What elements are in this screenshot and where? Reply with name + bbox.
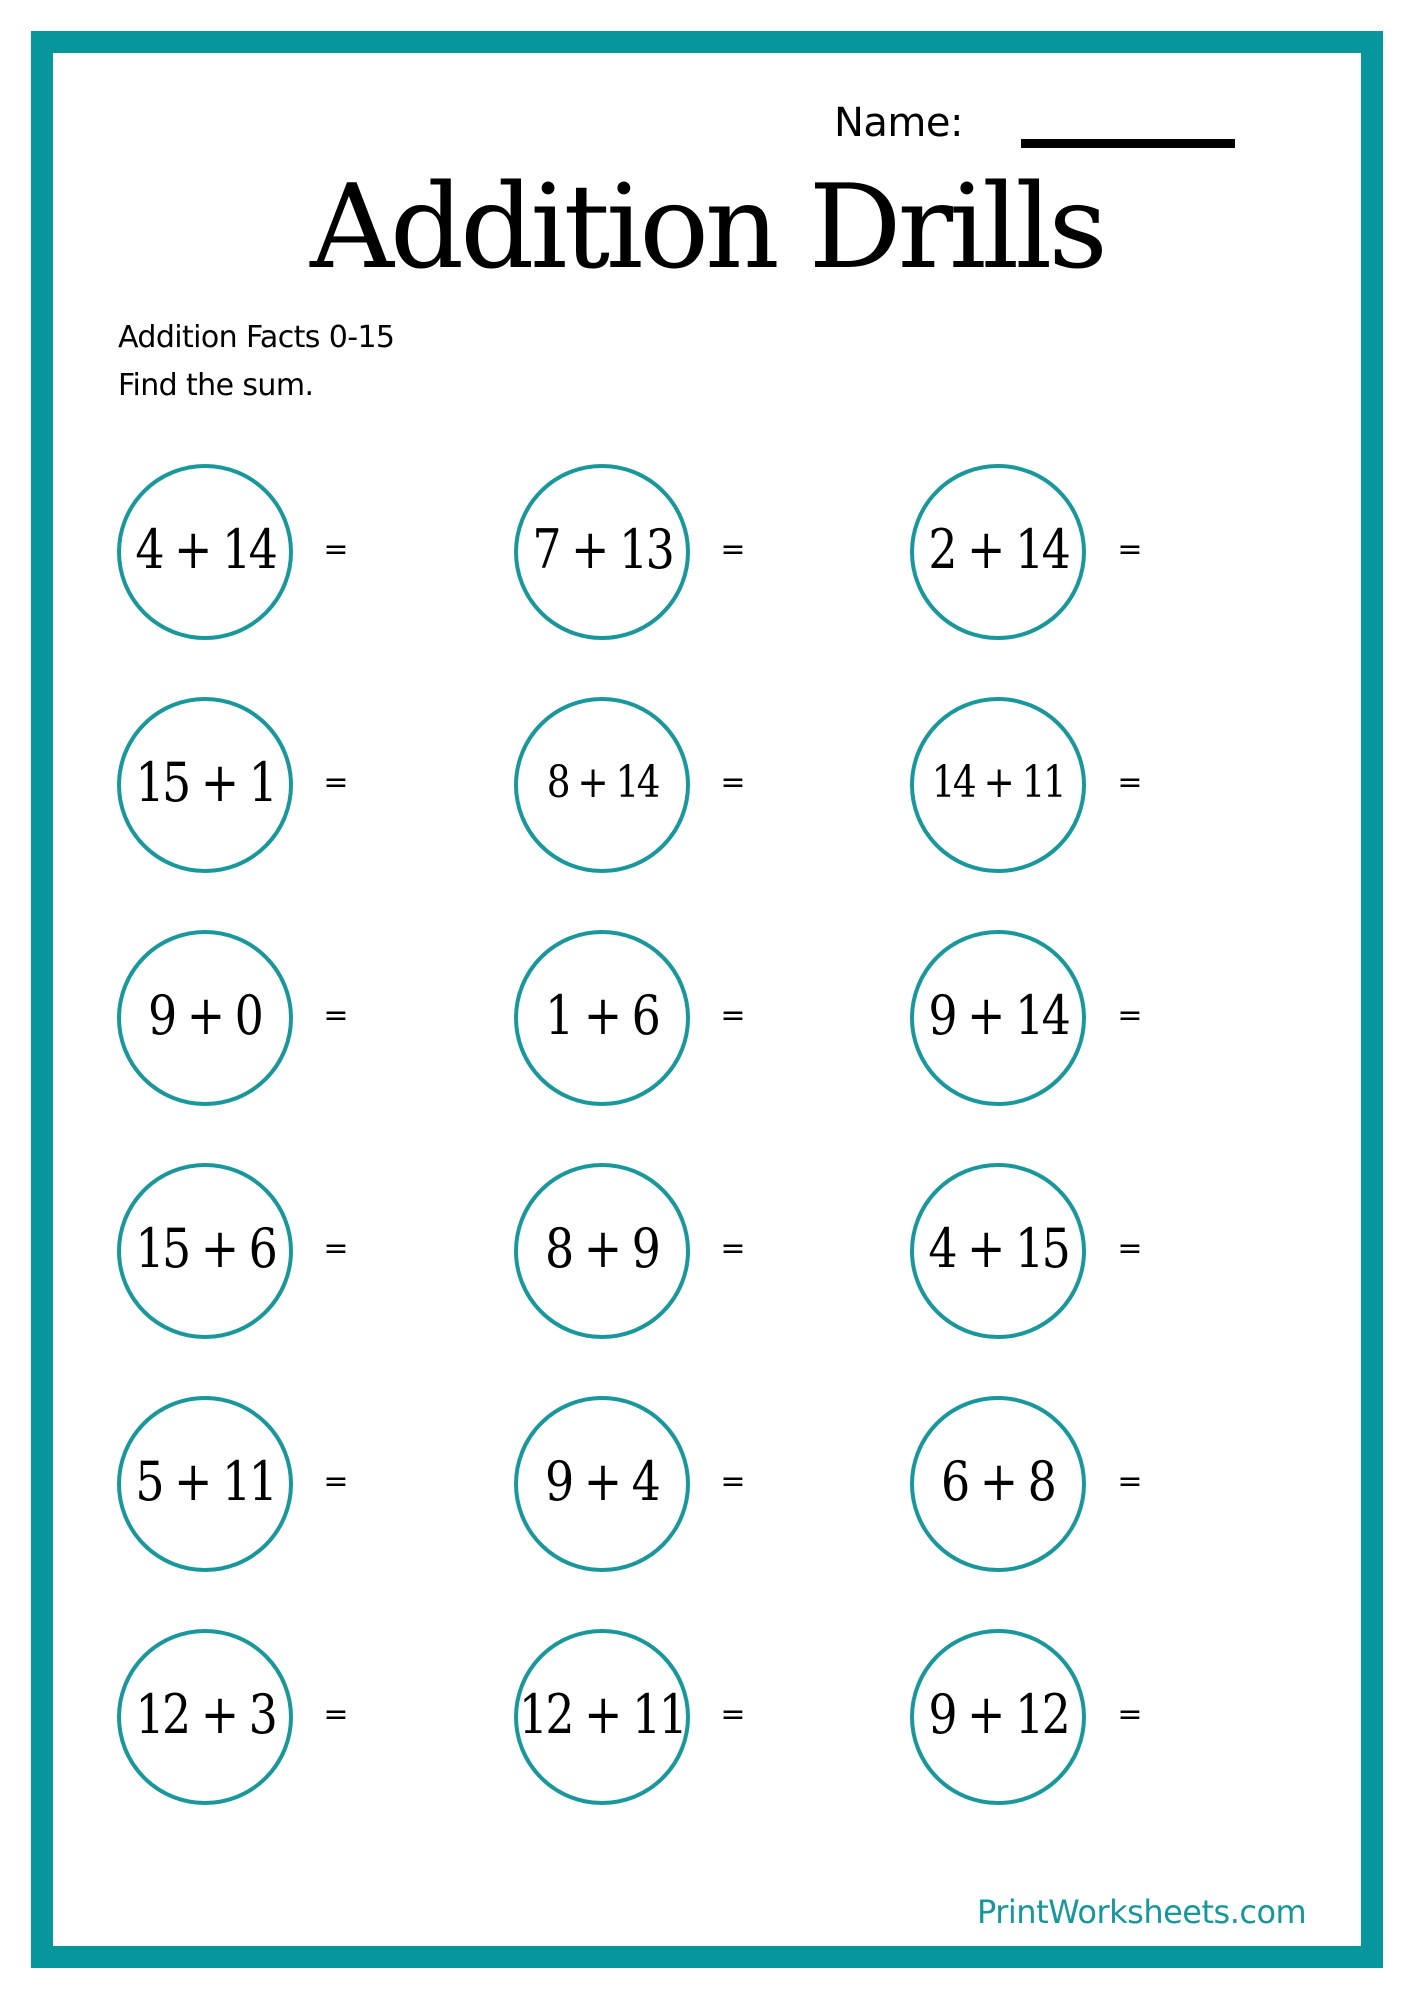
- problem-expression: 6 + 8: [941, 1449, 1055, 1513]
- problem-expression: 5 + 11: [135, 1449, 275, 1513]
- equals-sign-answer-slot[interactable]: =: [323, 1231, 349, 1266]
- equals-sign-answer-slot[interactable]: =: [720, 1231, 746, 1266]
- equals-sign-answer-slot[interactable]: =: [720, 532, 746, 567]
- equals-sign-answer-slot[interactable]: =: [720, 765, 746, 800]
- problem-expression: 4 + 15: [928, 1216, 1068, 1280]
- problem-circle: [910, 930, 1086, 1106]
- worksheet-title: Addition Drills: [310, 160, 1104, 295]
- equals-sign-answer-slot[interactable]: =: [1117, 1231, 1143, 1266]
- equals-sign-answer-slot[interactable]: =: [1117, 1464, 1143, 1499]
- problem-expression: 12 + 11: [518, 1682, 686, 1746]
- problem-circle: [910, 697, 1086, 873]
- problem-circle: [910, 1396, 1086, 1572]
- problem-circle: [117, 1396, 293, 1572]
- problem-expression: 14 + 11: [931, 756, 1065, 808]
- equals-sign-answer-slot[interactable]: =: [720, 998, 746, 1033]
- problem-circle: [117, 1163, 293, 1339]
- problem-circle: [117, 1629, 293, 1805]
- problem-circle: [910, 464, 1086, 640]
- equals-sign-answer-slot[interactable]: =: [1117, 1697, 1143, 1732]
- equals-sign-answer-slot[interactable]: =: [323, 532, 349, 567]
- problem-expression: 9 + 4: [545, 1449, 659, 1513]
- equals-sign-answer-slot[interactable]: =: [1117, 998, 1143, 1033]
- problem-expression: 2 + 14: [928, 517, 1068, 581]
- problem-circle: [514, 1629, 690, 1805]
- problem-circle: [117, 697, 293, 873]
- problem-expression: 9 + 12: [928, 1682, 1068, 1746]
- name-label: Name:: [834, 100, 963, 146]
- footer-site-link[interactable]: PrintWorksheets.com: [977, 1893, 1307, 1931]
- equals-sign-answer-slot[interactable]: =: [323, 998, 349, 1033]
- problem-circle: [514, 697, 690, 873]
- problem-expression: 1 + 6: [545, 983, 659, 1047]
- equals-sign-answer-slot[interactable]: =: [323, 1464, 349, 1499]
- instructions-directions: Find the sum.: [118, 368, 314, 403]
- problem-expression: 9 + 14: [928, 983, 1068, 1047]
- problem-expression: 4 + 14: [135, 517, 275, 581]
- problem-circle: [514, 464, 690, 640]
- problem-circle: [514, 1396, 690, 1572]
- problem-expression: 15 + 1: [135, 750, 275, 814]
- equals-sign-answer-slot[interactable]: =: [1117, 532, 1143, 567]
- name-blank-line[interactable]: [1021, 139, 1235, 148]
- problem-circle: [910, 1163, 1086, 1339]
- problem-circle: [910, 1629, 1086, 1805]
- equals-sign-answer-slot[interactable]: =: [323, 1697, 349, 1732]
- instructions-facts-range: Addition Facts 0-15: [118, 320, 395, 355]
- problem-expression: 7 + 13: [532, 517, 672, 581]
- problem-expression: 12 + 3: [135, 1682, 275, 1746]
- equals-sign-answer-slot[interactable]: =: [323, 765, 349, 800]
- equals-sign-answer-slot[interactable]: =: [720, 1464, 746, 1499]
- problem-circle: [514, 1163, 690, 1339]
- problem-expression: 9 + 0: [148, 983, 262, 1047]
- problem-circle: [117, 464, 293, 640]
- problem-expression: 8 + 14: [546, 756, 658, 808]
- problem-expression: 8 + 9: [545, 1216, 659, 1280]
- equals-sign-answer-slot[interactable]: =: [720, 1697, 746, 1732]
- equals-sign-answer-slot[interactable]: =: [1117, 765, 1143, 800]
- problem-circle: [117, 930, 293, 1106]
- problem-circle: [514, 930, 690, 1106]
- problem-expression: 15 + 6: [135, 1216, 275, 1280]
